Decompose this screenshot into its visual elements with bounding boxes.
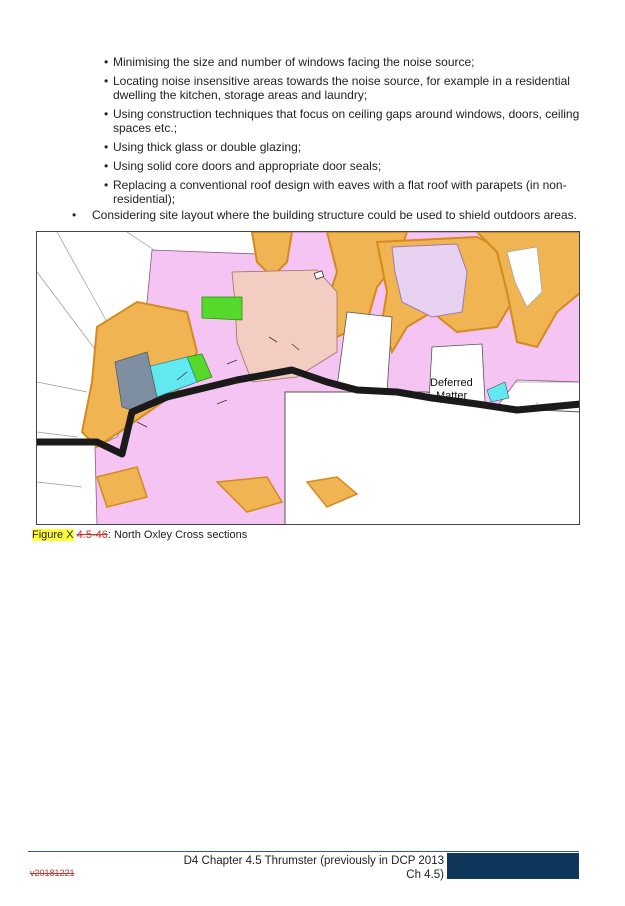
footer-color-block <box>447 853 579 879</box>
caption-figure-label: Figure X <box>32 529 74 541</box>
footer-title: D4 Chapter 4.5 Thrumster (previously in DCP 2013 Ch 4.5) <box>183 855 444 881</box>
bullet-site-layout: • Considering site layout where the building structure could be used to shield outdoors areas. <box>92 208 592 222</box>
figure-caption <box>32 528 247 542</box>
sub-bullet-glazing: • Using thick glass or double glazing; <box>113 140 583 154</box>
sub-bullet-roof: • Replacing a conventional roof design with eaves with a flat roof with parapets (in non-residential); <box>113 178 583 206</box>
deferred-label-line1: Deferred <box>430 377 473 389</box>
sub-bullet-windows: • Minimising the size and number of windows facing the noise source; <box>113 55 583 69</box>
sub-bullet-layout: • Locating noise insensitive areas towards the noise source, for example in a residential dwelling the kitchen, storage areas and laundry; <box>113 74 583 102</box>
zoning-map-svg <box>37 232 580 525</box>
green-zone-1 <box>202 297 242 320</box>
deferred-label-line2: Matter <box>436 390 468 402</box>
footer-rule <box>28 851 579 852</box>
caption-text: : North Oxley Cross sections <box>107 529 248 541</box>
caption-struck-number: 4.5-46 <box>76 529 108 541</box>
sub-bullet-doors: • Using solid core doors and appropriate door seals; <box>113 159 583 173</box>
zoning-map <box>36 231 580 525</box>
footer-version: v20181221 <box>30 868 75 878</box>
sub-bullet-construction: • Using construction techniques that focus on ceiling gaps around windows, doors, ceiling spaces etc.; <box>113 107 583 135</box>
white-block-middle <box>337 312 392 392</box>
